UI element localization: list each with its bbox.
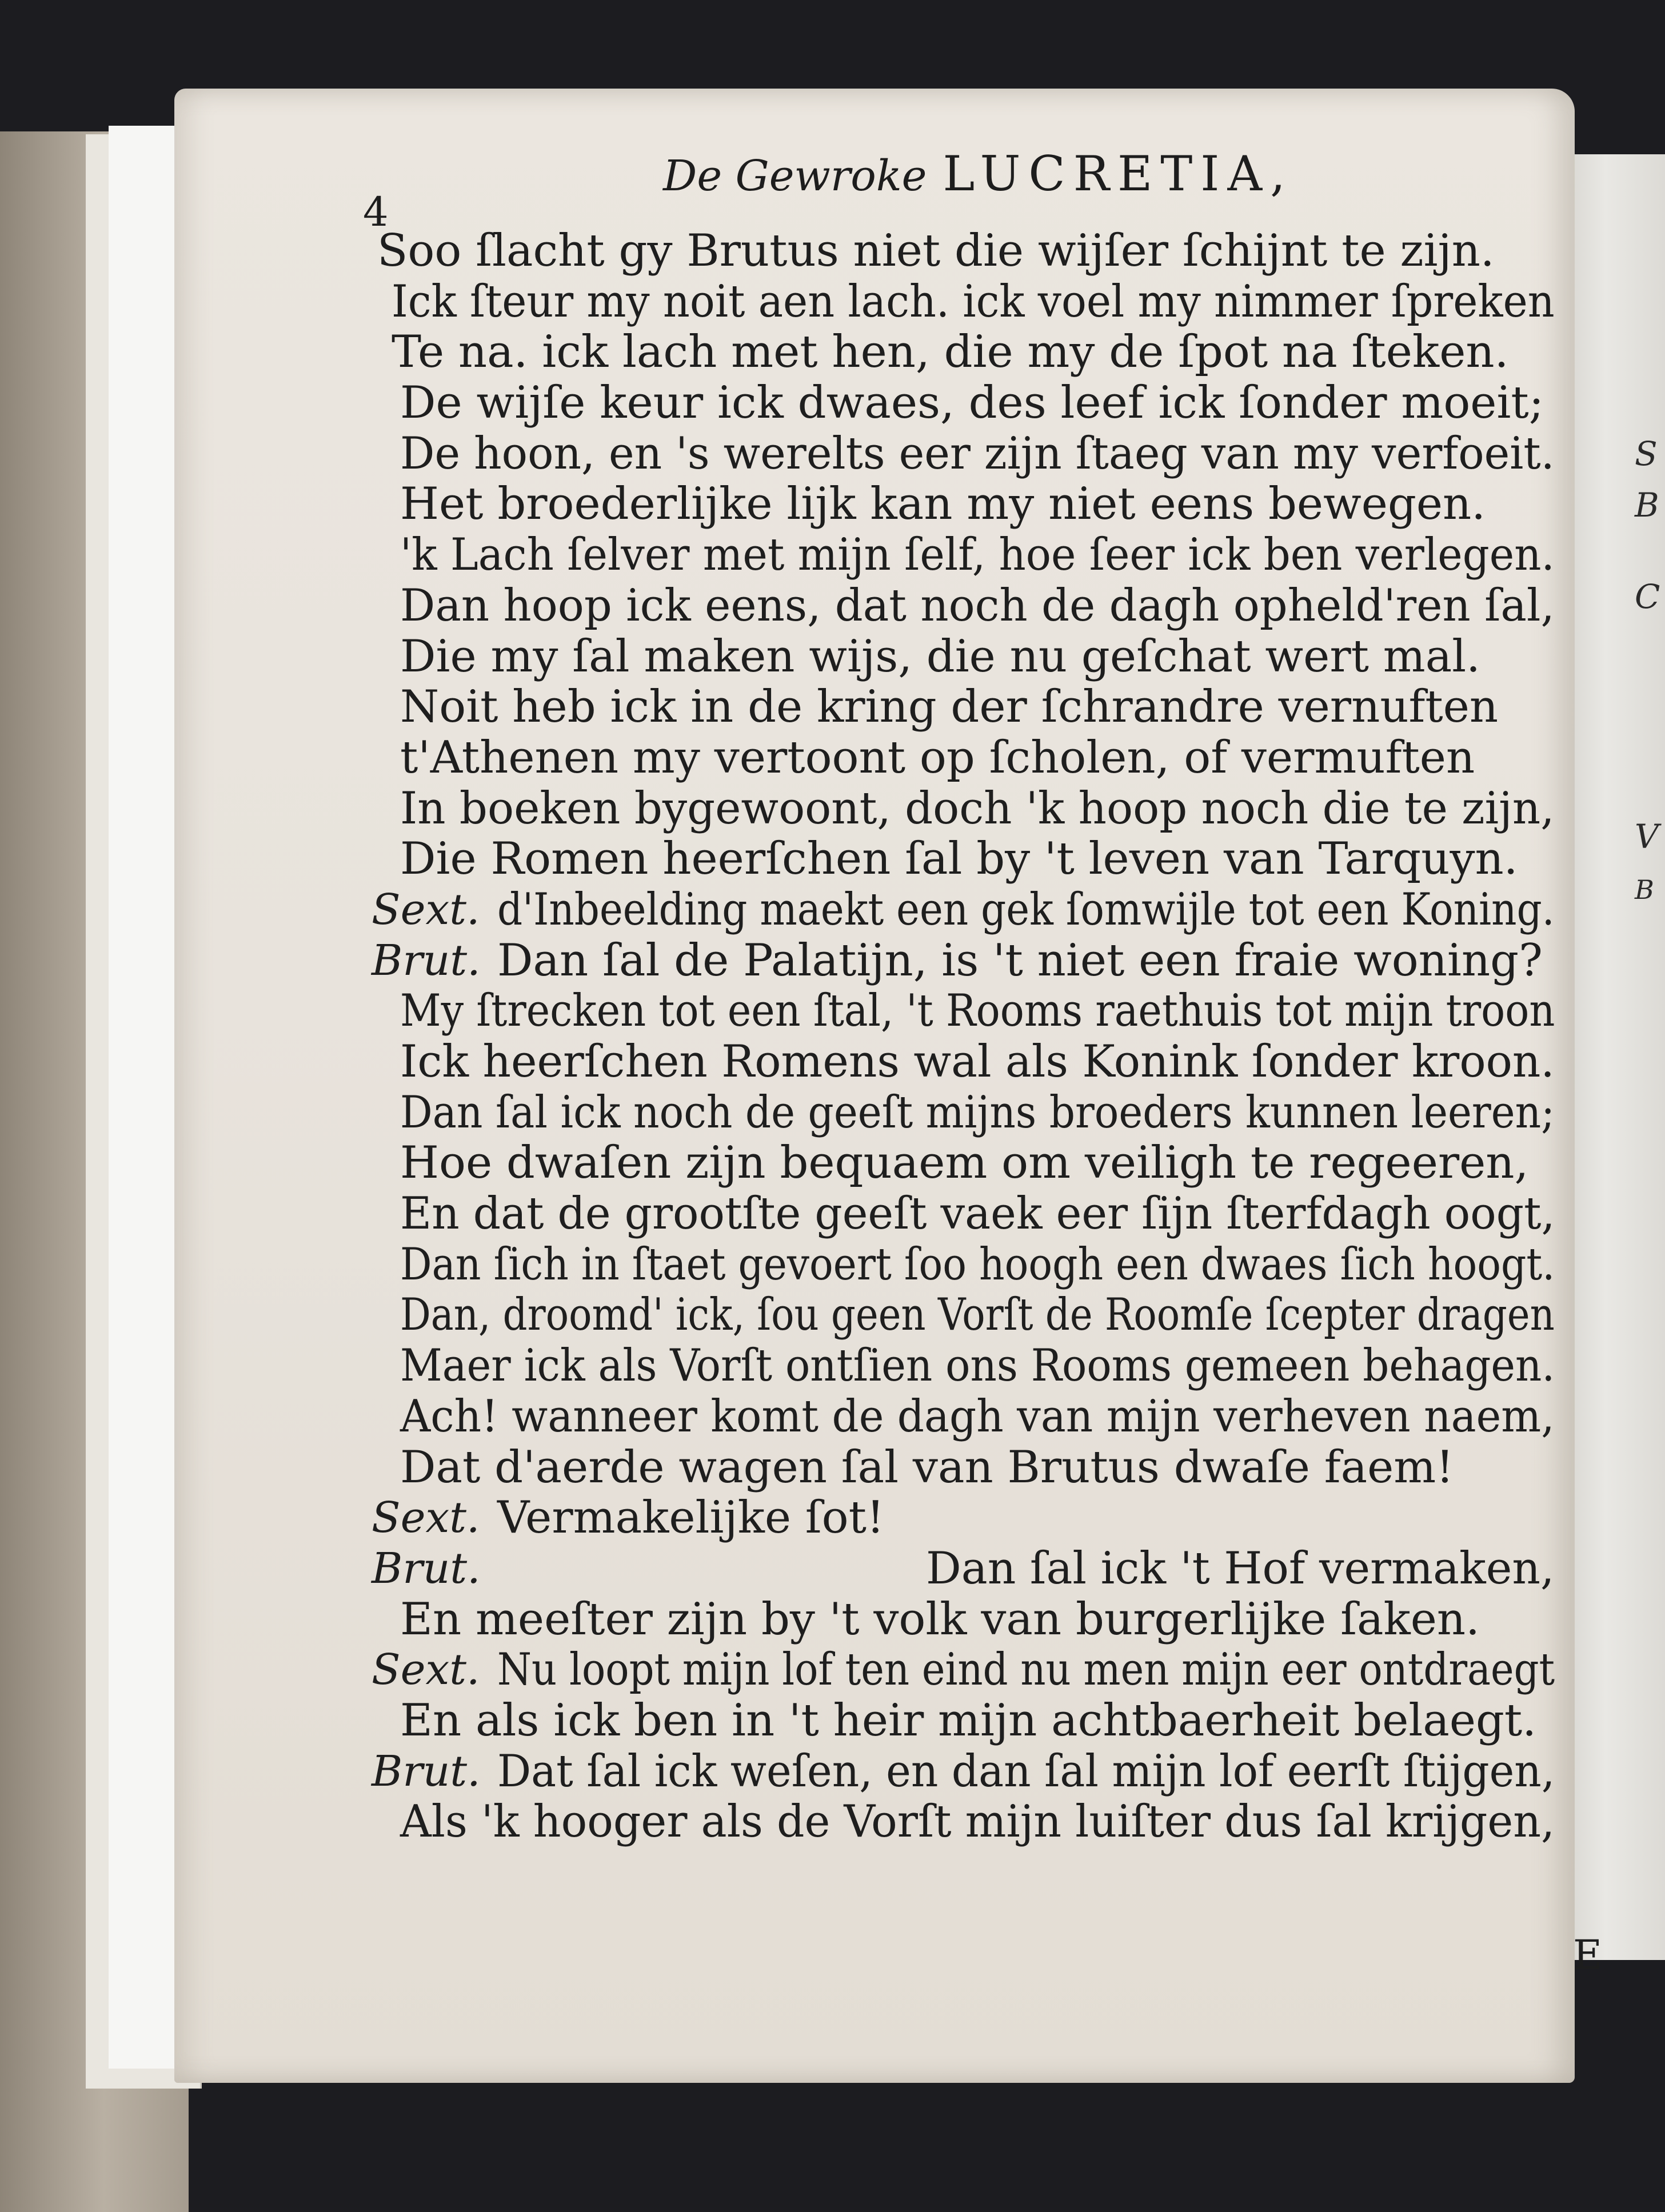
verse-line	[377, 1138, 1600, 1189]
verse-line	[377, 682, 1600, 733]
verse-line-text: Dat d'aerde wagen ſal van Brutus dwaſe faem!	[400, 1441, 1454, 1493]
verse-line	[377, 834, 1600, 885]
running-head-italic: De Gewroke	[663, 151, 927, 201]
verse-line-text: De wijſe keur ick dwaes, des leef ick ſonder moeit;	[400, 377, 1544, 429]
running-head	[663, 146, 1293, 202]
verse-line	[372, 934, 1600, 986]
speaker-label: Brut.	[372, 935, 481, 985]
verse-line-text: En dat de grootſte geeſt vaek eer ſijn ſterfdagh oogt,	[400, 1188, 1555, 1240]
verse-line-text: Ick ſteur my noit aen lach. ick voel my nimmer ſpreken	[392, 275, 1555, 327]
verse-line-text: En meeſter zijn by 't volk van burgerlijke ſaken.	[400, 1593, 1480, 1645]
verse-line-text: Te na. ick lach met hen, die my de ſpot na ſteken.	[392, 326, 1509, 378]
facing-page-letter: B	[1635, 874, 1654, 905]
speaker-label: Brut.	[372, 1746, 481, 1796]
verse-line	[377, 1797, 1600, 1847]
verse-line-text: De hoon, en 's werelts eer zijn ſtaeg van my verfoeit.	[400, 427, 1555, 479]
verse-line-text: Maer ick als Vorſt ontſien ons Rooms gemeen behagen.	[400, 1340, 1555, 1392]
verse-line	[377, 479, 1600, 530]
verse-line-text: Dat ſal ick weſen, en dan ſal mijn lof eerſt ſtijgen,	[497, 1745, 1555, 1797]
verse-line-text: t'Athenen my vertoont op ſcholen, of vermuften	[400, 731, 1475, 783]
verse-line	[377, 1695, 1600, 1746]
verse-line	[377, 1239, 1600, 1290]
verse-line-text: Dan ſal de Palatijn, is 't niet een fraie woning?	[497, 934, 1543, 986]
verse-line	[372, 883, 1600, 935]
catchword: E	[1573, 1931, 1603, 1978]
verse-line	[377, 530, 1600, 581]
verse-line	[377, 429, 1600, 479]
verse-line	[377, 1290, 1600, 1341]
verse-line	[377, 581, 1600, 631]
verse-line	[377, 327, 1600, 378]
verse-line	[372, 1745, 1600, 1797]
speaker-label: Brut.	[372, 1543, 481, 1593]
verse-line-text: Die my ſal maken wijs, die nu geſchat wert mal.	[400, 630, 1480, 682]
verse-line-text: Soo ſlacht gy Brutus niet die wijſer ſchijnt te zijn.	[377, 225, 1495, 277]
verse-line	[377, 1037, 1600, 1087]
speaker-label: Sext.	[372, 1645, 480, 1695]
verse-text-block	[372, 225, 1600, 1848]
verse-line-text: Dan ſich in ſtaet gevoert ſoo hoogh een dwaes ſich hoogt.	[400, 1238, 1555, 1290]
verse-line-text: Het broederlijke lijk kan my niet eens bewegen.	[400, 478, 1486, 530]
verse-line	[377, 1087, 1600, 1138]
facing-page-letter: S	[1635, 434, 1658, 473]
verse-line-text: Ick heerſchen Romens wal als Konink ſonder kroon.	[400, 1036, 1555, 1087]
verse-line	[377, 1391, 1600, 1442]
verse-line	[377, 378, 1600, 429]
verse-line	[377, 277, 1600, 327]
verse-line	[377, 783, 1600, 834]
verse-line	[372, 1542, 1600, 1594]
verse-line	[377, 1189, 1600, 1239]
facing-page-letter: C	[1635, 577, 1660, 616]
verse-line-text: Dan ſal ick 't Hof vermaken,	[926, 1542, 1555, 1594]
verse-line	[377, 226, 1600, 277]
verse-line	[377, 1442, 1600, 1493]
facing-page-letter: V	[1635, 817, 1659, 856]
verse-line	[377, 1341, 1600, 1391]
verse-line	[377, 733, 1600, 783]
verse-line	[377, 986, 1600, 1037]
speaker-label: Sext.	[372, 1493, 480, 1543]
verse-line-text: Vermakelijke ſot!	[497, 1492, 885, 1544]
verse-line-text: Ach! wanneer komt de dagh van mijn verheven naem,	[400, 1390, 1555, 1442]
facing-page-letter: B	[1635, 486, 1659, 525]
verse-line-text: Hoe dwaſen zijn bequaem om veiligh te regeeren,	[400, 1137, 1529, 1189]
verse-line-text: 'k Lach ſelver met mijn ſelf, hoe ſeer ick ben verlegen.	[400, 529, 1555, 581]
verse-line-text: Die Romen heerſchen ſal by 't leven van Tarquyn.	[400, 833, 1518, 885]
verse-line	[372, 1492, 1600, 1544]
verse-line	[377, 1594, 1600, 1645]
verse-line-text: Als 'k hooger als de Vorſt mijn luiſter dus ſal krijgen,	[400, 1796, 1555, 1848]
verse-line-text: Dan, droomd' ick, ſou geen Vorſt de Roomſe ſcepter dragen	[400, 1289, 1555, 1341]
verse-line-text: Dan hoop ick eens, dat noch de dagh opheld'ren ſal,	[400, 579, 1555, 631]
verse-line-text: d'Inbeelding maekt een gek ſomwijle tot een Koning.	[497, 883, 1555, 935]
verse-line-text: En als ick ben in 't heir mijn achtbaerheit belaegt.	[400, 1694, 1537, 1746]
running-head-caps: LUCRETIA,	[943, 146, 1293, 202]
verse-line-text: Noit heb ick in de kring der ſchrandre vernuften	[400, 681, 1499, 733]
verse-line-text: Nu loopt mijn lof ten eind nu men mijn eer ontdraegt	[497, 1644, 1555, 1696]
verse-line-text: Dan ſal ick noch de geeſt mijns broeders kunnen leeren;	[400, 1086, 1555, 1138]
verse-line-text: My ſtrecken tot een ſtal, 't Rooms raethuis tot mijn troon	[400, 985, 1555, 1037]
verse-line	[372, 1644, 1600, 1696]
speaker-label: Sext.	[372, 885, 480, 934]
verse-line	[377, 631, 1600, 682]
page-number: 4	[363, 189, 389, 235]
verse-line-text: In boeken bygewoont, doch 'k hoop noch die te zijn,	[400, 782, 1555, 834]
